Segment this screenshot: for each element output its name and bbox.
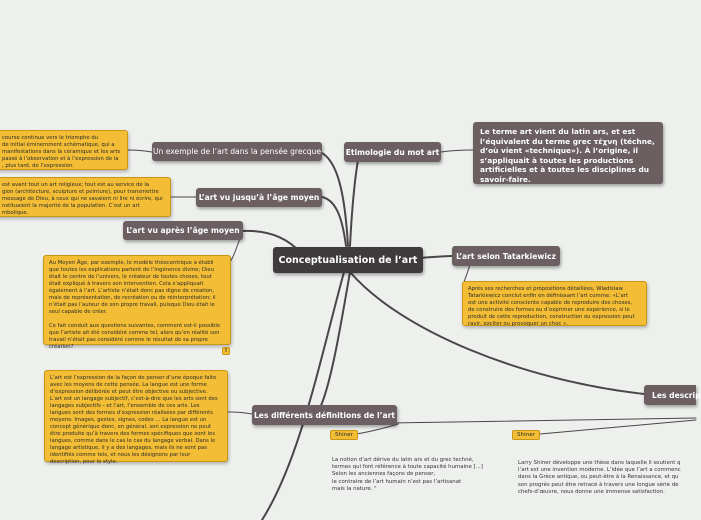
link-moyen-age — [322, 197, 346, 246]
link-note-apres — [230, 238, 240, 262]
link-etimologie — [350, 152, 360, 246]
link-shiner-left — [356, 424, 398, 434]
link-note-grecque — [128, 150, 152, 152]
branch-tatarkiewicz[interactable] — [452, 246, 560, 266]
note-pensee-grecque: course continue vers le triomphe du de initial éminemment schématique, qui a manifestations dans la céramique et les arts passé à l’observation et à l’expression de la , plus tard, de l’expression. — [0, 130, 128, 170]
branch-definitions[interactable] — [252, 405, 397, 425]
link-shiner-right — [540, 420, 696, 434]
central-topic[interactable] — [273, 247, 423, 273]
tag-shiner-left[interactable]: Shiner — [330, 430, 358, 440]
link-definitions — [318, 272, 350, 412]
text-shiner-left: La notion d’art dérive du latin ars et du grec techné, termes qui font référence à toute capacité humaine [...] Selon les anciennes façons de penser, le contraire de l’art humain n’est pas l’artisanat mais la nature. " — [332, 457, 483, 492]
branch-pensee-grecque[interactable] — [152, 142, 322, 161]
note-definitions: L’art est l’expression de la façon de penser d’une époque faite avec les moyens de cette pensée. La langue est une forme d’expression délibérée et peut être objective ou subjective. L’art est un langage subjectif, c’est-à-dire que les arts sont des langages subjectifs - et l’art, l’ensemble de ces arts. Les langues sont des formes d’expression réalisées par différents moyens: Images, gestes, signes, codes ... La langue est un concept générique donc, en général, son expression ne peut être produite qu’à travers des formes spécifiques que sont les langues, comme dans le cas le cas du langage verbal. Dans le langage artistique, il y a des langages, mais ils ne sont pas identifiés comme tels, et nous les désignons par leur description, pour le style. — [44, 370, 228, 462]
branch-descriptions[interactable] — [644, 385, 701, 405]
branch-etimologie[interactable] — [344, 142, 441, 162]
branch-label: L’art vu jusqu’à l’âge moyen — [198, 193, 320, 202]
text-shiner-right: Larry Shiner développe une thèse dans laquelle il soutient q l’art est une invention moderne. L’idée que l’art a commenc dans la Grèce antique, ou peut-être à la Renaissance, et qu son progrès peut être retracé à travers une longue série de chefs-d’œuvre, nous donne une immense satisfaction. — [518, 460, 681, 495]
note-tatarkiewicz: Après ses recherches et propositions détaillées, Wladislaw Tatarkiewicz conclut enfin en définissant l’art comme: «L’art est une activité consciente capable de reproduire des choses, de construire des formes ou d’exprimer une expérience, si le produit de cette reproduction, construction ou expression peut ravir, exciter ou provoquer un choc ». — [462, 281, 647, 326]
etimologie-definition[interactable]: Le terme art vient du latin ars, et est l’équivalent du terme grec τέχνη (téchne, d’où vient «technique»). À l’origine, il s’appliquait à toutes les productions artificielles et à toutes les disciplines du savoir-faire. — [473, 122, 663, 184]
branch-label: L’art selon Tatarkiewicz — [456, 251, 556, 261]
link-note-definitions — [228, 412, 252, 414]
branch-label: Les différents définitions de l’art — [253, 410, 396, 420]
link-tatarkiewicz — [420, 256, 452, 258]
branch-apres-age-moyen[interactable] — [123, 221, 243, 240]
link-etym-text — [441, 150, 473, 152]
branch-label: Les descrip — [652, 390, 701, 400]
tag-shiner-right[interactable]: Shiner — [512, 430, 540, 440]
note-apres-age-moyen: Au Moyen Âge, par exemple, le modèle théocentrique a établi que toutes les explications partent de l’ingérence divine; Dieu était le centre de l’univers, le créateur de toutes choses, tout était expliqué à travers son intervention. Cela s’appliquait également à l’art. L’artiste n’était donc pas digne de création, mais de représentation, de recréation ou de réinterprétation; il n’était pas l’auteur de son propre travail, puisque Dieu était le seul capable de créer. Ce fait conduit aux questions suivantes, comment est-il possible que l’artiste ait été considéré comme tel, alors qu’en réalité son travail n’était pas considéré comme le résultat de sa propre création? — [43, 255, 231, 345]
branch-moyen-age[interactable] — [196, 188, 322, 207]
branch-label: Etimologie du mot art — [345, 147, 440, 157]
warning-icon[interactable]: ! — [222, 347, 230, 355]
central-topic-label: Conceptualisation de l’art — [278, 254, 418, 266]
branch-label: L’art vu après l’âge moyen — [126, 226, 240, 235]
link-note-tatar — [464, 264, 470, 282]
branch-label: Un exemple de l’art dans la pensée grecque — [152, 147, 322, 156]
note-moyen-age: est avant tout un art religieux; tout est au service de la gion (architecture, sculpture et peinture), pour transmettre message de Dieu, à ceux qui ne savaient ni lire ni écrire, qui nstituaient la majorité de la population. C’est un art mbolique. — [0, 177, 171, 217]
